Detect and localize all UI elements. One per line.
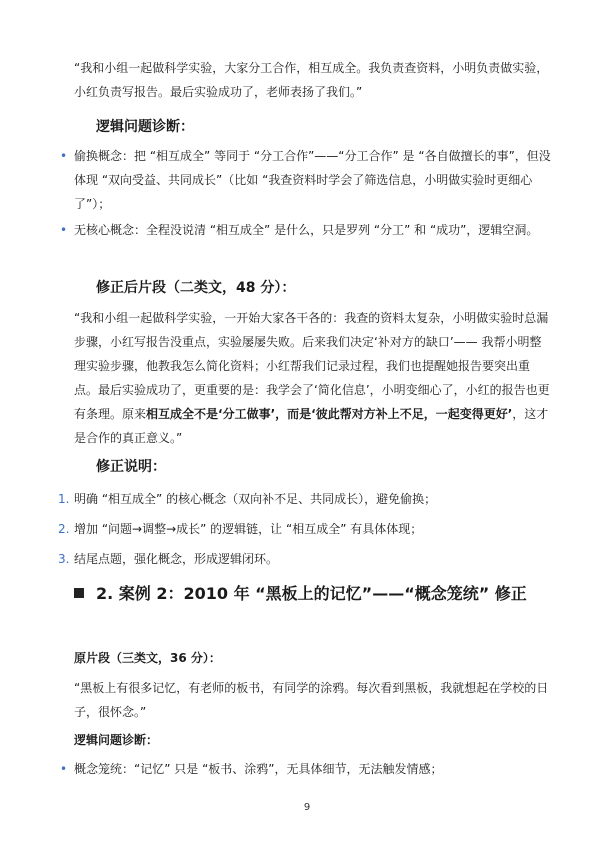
revised-text: “我和小组一起做科学实验，一开始大家各干各的：我查的资料太复杂，小明做实验时总漏步骤，小红写报告没重点，实验屡屡失败。后来我们决定‘补对方的缺口’—— 我帮小明整理实验步骤，他教我怎么简化资料；小红帮我们记录过程，我们也提醒她报告要突出重点。最后实验成功了，更重要的是：我学会了‘简化信息’，小明变细心了，小红的报告也更有条理。 xyxy=(74,311,550,421)
list-item xyxy=(58,517,554,541)
revised-bold-concept-1: 相互成全不是‘分工做事’ xyxy=(146,407,276,421)
explain-item-text: 结尾点题，强化概念，形成逻辑闭环。 xyxy=(74,552,279,566)
list-item xyxy=(58,547,554,571)
revised-paragraph xyxy=(74,306,550,450)
list-item xyxy=(60,144,554,216)
revised-bold-concept-2: ‘彼此帮对方补上不足，一起变得更好’ xyxy=(311,407,513,421)
diagnosis-item-text: 概念笼统：“记忆” 只是 “板书、涂鸦”，无具体细节，无法触发情感； xyxy=(74,762,443,776)
list-item xyxy=(60,757,554,781)
explain-item-text: 增加 “问题→调整→成长” 的逻辑链，让 “相互成全” 有具体体现； xyxy=(74,522,423,536)
list-number: 3. xyxy=(58,552,70,566)
revised-heading: 修正后片段（二类文，48 分）： xyxy=(96,280,296,296)
diagnosis-item-text: 偷换概念：把 “相互成全” 等同于 “分工合作”——“分工合作” 是 “各自做擅长的事”，但没体现 “双向受益、共同成长”（比如 “我查资料时学会了筛选信息，小明做实验时更细心了”）； xyxy=(74,149,551,211)
revised-tail: ，这才是合作的真正意义。” xyxy=(74,407,549,445)
orig-heading: 原片段（三类文，36 分）： xyxy=(74,651,221,665)
list-number: 1. xyxy=(58,492,70,506)
bullet-icon: • xyxy=(60,223,68,237)
bullet-icon: • xyxy=(60,762,68,776)
top-quote: “我和小组一起做科学实验，大家分工合作，相互成全。我负责查资料，小明负责做实验，小红负责写报告。最后实验成功了，老师表扬了我们。” xyxy=(74,61,549,99)
bullet-icon: • xyxy=(60,149,68,163)
list-item xyxy=(60,218,554,242)
page-number: 9 xyxy=(303,802,311,813)
explain-heading: 修正说明： xyxy=(96,459,166,475)
list-number: 2. xyxy=(58,522,70,536)
revised-bold-prefix: 原来 xyxy=(122,407,147,421)
diagnosis-heading-2: 逻辑问题诊断： xyxy=(74,733,159,747)
list-item xyxy=(58,487,554,511)
diagnosis-heading-1: 逻辑问题诊断： xyxy=(96,119,194,135)
explain-item-text: 明确 “相互成全” 的核心概念（双向补不足、共同成长），避免偷换； xyxy=(74,492,437,506)
orig-paragraph: “黑板上有很多记忆，有老师的板书，有同学的涂鸦。每次看到黑板，我就想起在学校的日子，很怀念。” xyxy=(74,681,549,719)
case2-heading: 2. 案例 2：2010 年 “黑板上的记忆”——“概念笼统” 修正 xyxy=(96,584,527,603)
revised-bold-mid: ，而是 xyxy=(275,407,312,421)
diagnosis-item-text: 无核心概念：全程没说清 “相互成全” 是什么，只是罗列 “分工” 和 “成功”，逻辑空洞。 xyxy=(74,223,539,237)
square-bullet-icon xyxy=(74,588,84,598)
